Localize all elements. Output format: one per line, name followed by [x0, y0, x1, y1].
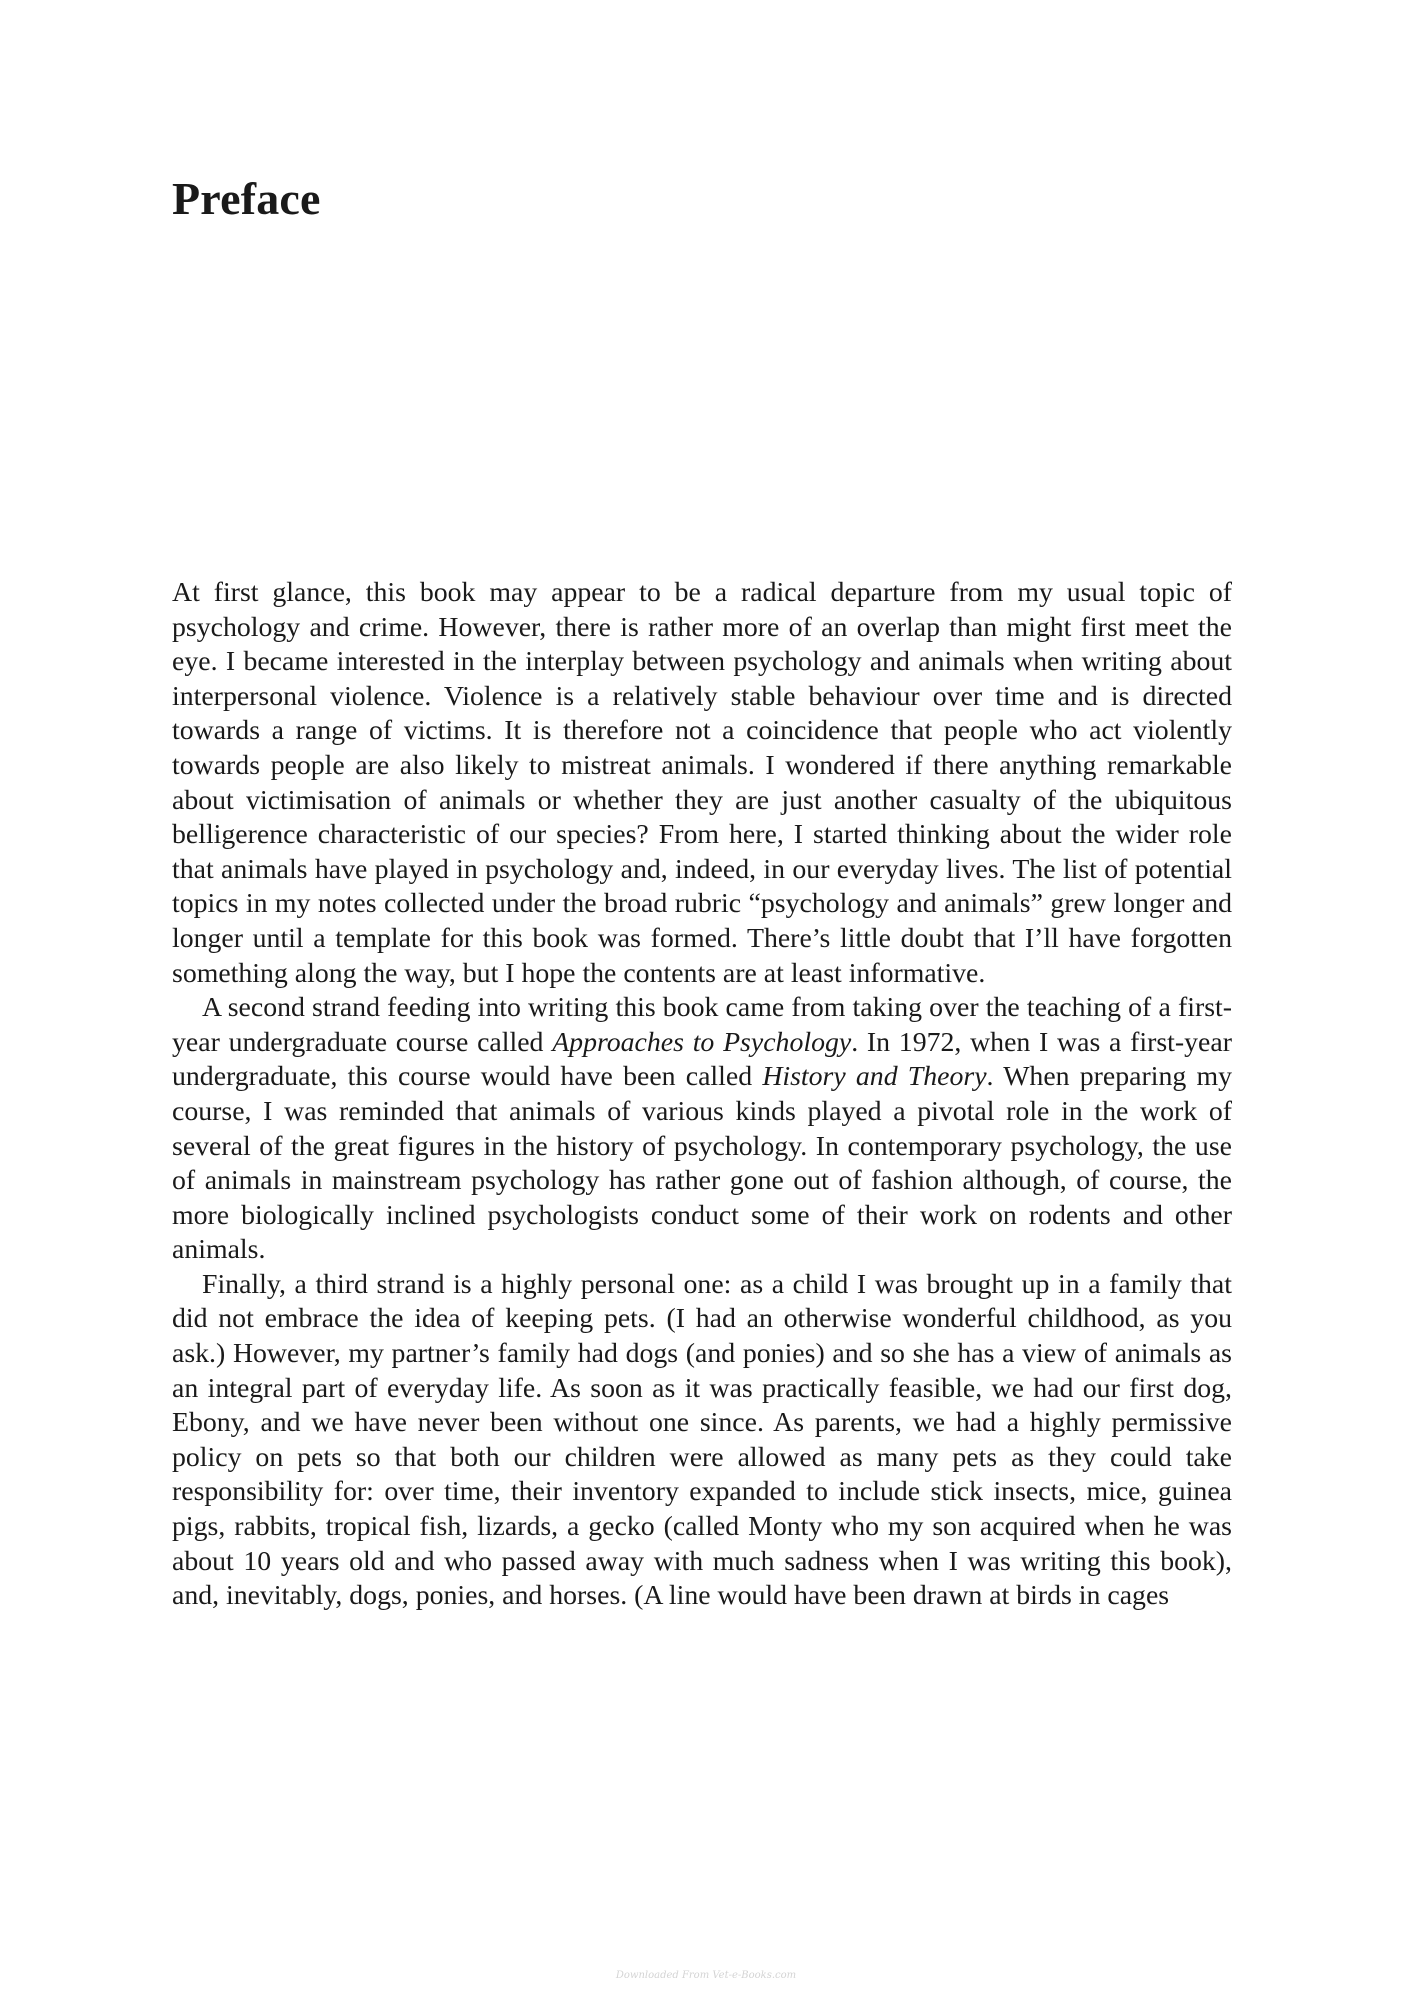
paragraph-2-text: . When preparing my course, I was reminded that animals of various kinds played a pivotal role in the work of several of the great figures in the history of psychology. In contemporary psychology, the use of animals in mainstream psychology has rather gone out of fashion although, of course, the more biologically inclined psychologists conduct some of their work on rodents and other animals.: [172, 1061, 1232, 1266]
paragraph-2-text: A second strand feeding into writing this book came from taking over the teaching of a first-year undergraduate course called: [172, 992, 1232, 1058]
book-title-history: History and Theory: [762, 1061, 987, 1093]
paragraph-1: [172, 576, 1232, 991]
paragraph-3: [172, 1268, 1232, 1614]
paragraph-2-text: . In 1972, when I was a first-year undergraduate, this course would have been called: [172, 1026, 1232, 1093]
paragraph-2: [172, 991, 1232, 1268]
paragraph-1-text: At first glance, this book may appear to be a radical departure from my usual topic of psychology and crime. However, there is rather more of an overlap than might first meet the eye. I became interested in the interplay between psychology and animals when writing about interpersonal violence. Violence is a relatively stable behaviour over time and is directed towards a range of victims. It is therefore not a coincidence that people who act violently towards people are also likely to mistreat animals. I wondered if there anything remarkable about victimisation of animals or whether they are just another casualty of the ubiquitous belligerence characteristic of our species? From here, I started thinking about the wider role that animals have played in psychology and, indeed, in our everyday lives. The list of potential topics in my notes collected under the broad rubric “psychology and animals” grew longer and longer until a template for this book was formed. There’s little doubt that I’ll have forgotten something along the way, but I hope the contents are at least informative.: [172, 577, 1232, 989]
book-title-approaches: Approaches to Psychology: [552, 1026, 852, 1058]
watermark: Downloaded From Vet-e-Books.com: [615, 1970, 797, 1981]
page-title: Preface: [172, 173, 321, 224]
paragraph-3-text: Finally, a third strand is a highly personal one: as a child I was brought up in a family that did not embrace the idea of keeping pets. (I had an otherwise wonderful childhood, as you ask.) However, my partner’s family had dogs (and ponies) and so she has a view of animals as an integral part of everyday life. As soon as it was practically feasible, we had our first dog, Ebony, and we have never been without one since. As parents, we had a highly permissive policy on pets so that both our children were allowed as many pets as they could take responsibility for: over time, their inventory expanded to include stick insects, mice, guinea pigs, rabbits, tropical fish, lizards, a gecko (called Monty who my son acquired when he was about 10 years old and who passed away with much sadness when I was writing this book), and, inevitably, dogs, ponies, and horses. (A line would have been drawn at birds in cages: [172, 1268, 1232, 1612]
preface-body: [172, 576, 1232, 1614]
